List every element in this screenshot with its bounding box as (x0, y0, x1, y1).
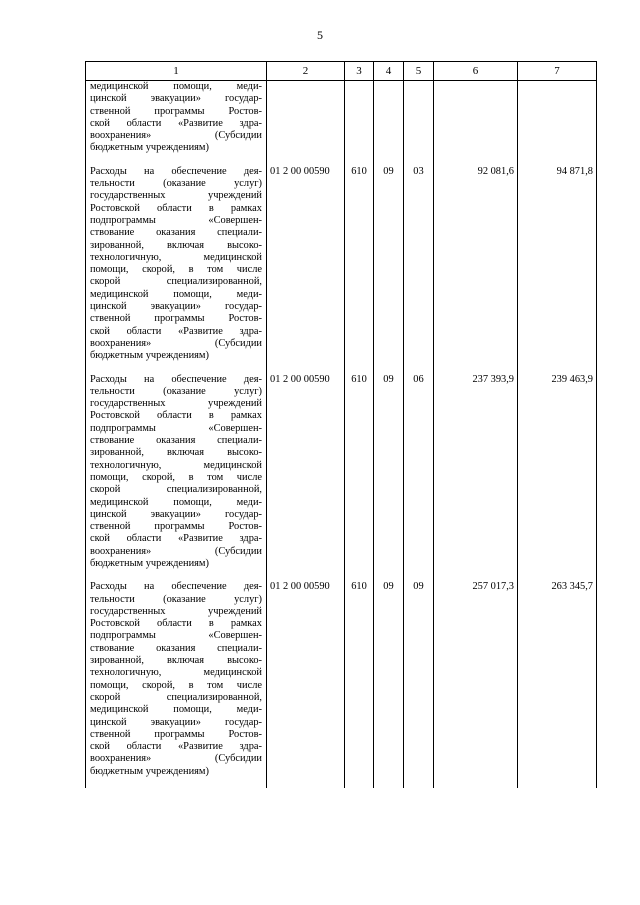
description-line: бюджетным учреждениям) (90, 142, 209, 154)
description-line: ственной программы Ростов- (90, 521, 262, 533)
column-header-7: 7 (518, 62, 597, 81)
description-line: государственных учреждений (90, 398, 262, 410)
amount-year-2-cell: 263 345,7 (518, 580, 597, 788)
description-line: медицинской помощи, меди- (90, 704, 262, 716)
section-cell (374, 81, 404, 165)
description-line: технологичную, медицинской (90, 667, 262, 679)
description-line: воохранения» (Субсидии (90, 337, 262, 349)
description-line: скорой специализированной, (90, 484, 262, 496)
amount-year-1-cell: 237 393,9 (434, 373, 518, 581)
amount-year-1-cell (434, 81, 518, 165)
column-number-header-row (86, 62, 597, 81)
description-line: ской области «Развитие здра- (90, 533, 262, 545)
description-line: Расходы на обеспечение дея- (90, 581, 262, 593)
description-line: воохранения» (Субсидии (90, 545, 262, 557)
description-line: подпрограммы «Совершен- (90, 630, 262, 642)
description-line: подпрограммы «Совершен- (90, 422, 262, 434)
description-line: ственной программы Ростов- (90, 313, 262, 325)
table-row (86, 81, 597, 165)
description-line: помощи, скорой, в том числе (90, 471, 262, 483)
column-header-2: 2 (267, 62, 345, 81)
description-line: зированной, включая высоко- (90, 655, 262, 667)
expense-description-cell (86, 580, 267, 788)
description-line: цинской эвакуации» государ- (90, 301, 262, 313)
description-line: бюджетным учреждениям) (90, 350, 209, 362)
amount-year-1-cell: 92 081,6 (434, 165, 518, 373)
description-line: тельности (оказание услуг) (90, 593, 262, 605)
description-line: Ростовской области в рамках (90, 410, 262, 422)
description-line: подпрограммы «Совершен- (90, 214, 262, 226)
expense-type-cell: 610 (345, 373, 374, 581)
page-number: 5 (317, 28, 323, 42)
description-line: ствование оказания специали- (90, 435, 262, 447)
description-line: государственных учреждений (90, 190, 262, 202)
description-line: медицинской помощи, меди- (90, 496, 262, 508)
amount-year-2-cell: 239 463,9 (518, 373, 597, 581)
description-line: скорой специализированной, (90, 276, 262, 288)
target-article-code-cell: 01 2 00 00590 (267, 373, 345, 581)
table-row (86, 373, 597, 581)
expense-type-cell: 610 (345, 165, 374, 373)
column-header-4: 4 (374, 62, 404, 81)
table-row (86, 165, 597, 373)
column-header-3: 3 (345, 62, 374, 81)
description-line: Ростовской области в рамках (90, 618, 262, 630)
description-line: технологичную, медицинской (90, 251, 262, 263)
column-header-6: 6 (434, 62, 518, 81)
description-line: технологичную, медицинской (90, 459, 262, 471)
description-line: цинской эвакуации» государ- (90, 716, 262, 728)
description-line: зированной, включая высоко- (90, 447, 262, 459)
description-line: цинской эвакуации» государ- (90, 93, 262, 105)
budget-table (85, 61, 597, 788)
description-line: Расходы на обеспечение дея- (90, 373, 262, 385)
table-row (86, 580, 597, 788)
target-article-code-cell: 01 2 00 00590 (267, 580, 345, 788)
description-line: бюджетным учреждениям) (90, 765, 209, 777)
column-header-1: 1 (86, 62, 267, 81)
subsection-cell: 03 (404, 165, 434, 373)
description-line: ской области «Развитие здра- (90, 741, 262, 753)
description-line: медицинской помощи, меди- (90, 81, 262, 92)
description-line: ской области «Развитие здра- (90, 117, 262, 129)
expense-type-cell (345, 81, 374, 165)
section-cell: 09 (374, 165, 404, 373)
description-line: государственных учреждений (90, 605, 262, 617)
description-line: медицинской помощи, меди- (90, 288, 262, 300)
description-line: скорой специализированной, (90, 691, 262, 703)
description-line: Расходы на обеспечение дея- (90, 165, 262, 177)
description-line: воохранения» (Субсидии (90, 753, 262, 765)
amount-year-2-cell (518, 81, 597, 165)
description-line: помощи, скорой, в том числе (90, 264, 262, 276)
section-cell: 09 (374, 580, 404, 788)
description-line: Ростовской области в рамках (90, 202, 262, 214)
table-body (86, 81, 597, 789)
description-line: ственной программы Ростов- (90, 105, 262, 117)
description-line: помощи, скорой, в том числе (90, 679, 262, 691)
subsection-cell (404, 81, 434, 165)
description-line: бюджетным учреждениям) (90, 557, 209, 569)
subsection-cell: 09 (404, 580, 434, 788)
description-line: ской области «Развитие здра- (90, 325, 262, 337)
amount-year-1-cell: 257 017,3 (434, 580, 518, 788)
target-article-code-cell (267, 81, 345, 165)
section-cell: 09 (374, 373, 404, 581)
target-article-code-cell: 01 2 00 00590 (267, 165, 345, 373)
description-line: ственной программы Ростов- (90, 728, 262, 740)
expense-description-cell (86, 81, 267, 165)
description-line: ствование оказания специали- (90, 227, 262, 239)
column-header-5: 5 (404, 62, 434, 81)
description-line: тельности (оказание услуг) (90, 385, 262, 397)
description-line: воохранения» (Субсидии (90, 130, 262, 142)
subsection-cell: 06 (404, 373, 434, 581)
description-line: тельности (оказание услуг) (90, 178, 262, 190)
description-line: цинской эвакуации» государ- (90, 508, 262, 520)
description-line: ствование оказания специали- (90, 642, 262, 654)
amount-year-2-cell: 94 871,8 (518, 165, 597, 373)
expense-description-cell (86, 373, 267, 581)
description-line: зированной, включая высоко- (90, 239, 262, 251)
expense-description-cell (86, 165, 267, 373)
expense-type-cell: 610 (345, 580, 374, 788)
